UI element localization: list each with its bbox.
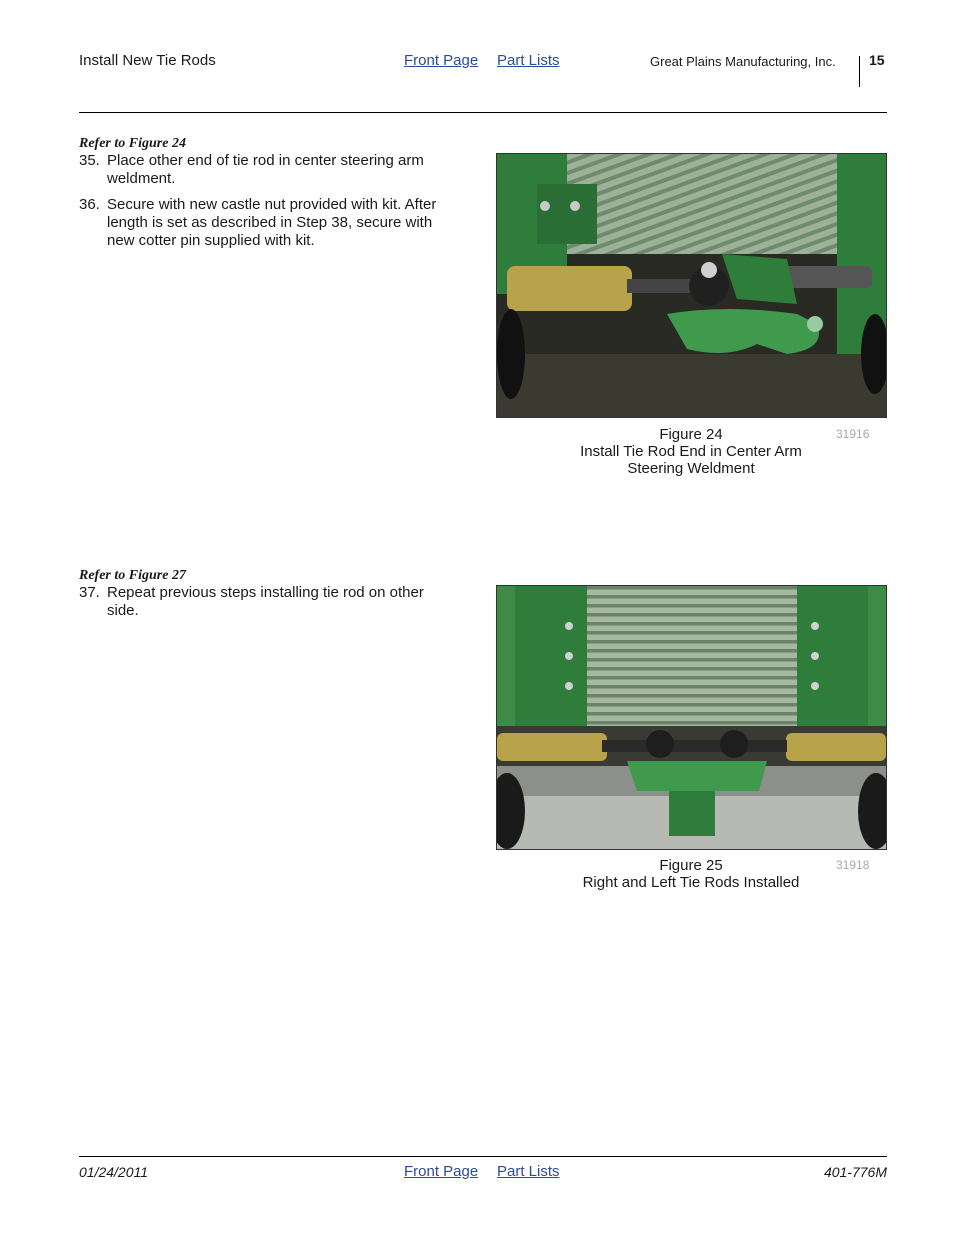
figure-24-photo [496, 153, 887, 418]
front-page-link[interactable]: Front Page [404, 52, 479, 69]
page-number: 15 [869, 52, 885, 68]
step-37 [79, 584, 454, 619]
footer-rule [79, 1156, 887, 1157]
figure-25-caption [496, 857, 886, 891]
image-number: 31918 [836, 858, 870, 872]
step-text: Place other end of tie rod in center steering arm weldment. [107, 152, 424, 187]
figure-25-photo [496, 585, 887, 850]
step-text: Secure with new castle nut provided with kit. After length is set as described in Step 38, secure with new cotter pin supplied with kit. [107, 196, 437, 249]
image-number: 31916 [836, 427, 870, 441]
section-title: Install New Tie Rods [79, 52, 216, 69]
part-lists-link[interactable]: Part Lists [497, 52, 560, 69]
footer-date: 01/24/2011 [79, 1164, 149, 1180]
refer-to-figure-24: Refer to Figure 24 [79, 136, 186, 151]
doc-number: 401-776M [823, 1164, 887, 1180]
step-35 [79, 152, 454, 192]
figure-label: Figure 24 [659, 426, 723, 443]
step-number: 35. [79, 152, 100, 169]
refer-to-figure-27: Refer to Figure 27 [79, 568, 186, 583]
caption-line: Steering Weldment [627, 460, 755, 477]
front-page-link[interactable]: Front Page [404, 1163, 479, 1180]
step-text: Repeat previous steps installing tie rod on other side. [107, 584, 424, 619]
step-number: 36. [79, 196, 100, 213]
figure-24-caption [496, 426, 886, 477]
step-36 [79, 196, 454, 256]
header-divider [859, 56, 860, 87]
figure-label: Figure 25 [659, 857, 723, 874]
step-number: 37. [79, 584, 100, 601]
caption-line: Install Tie Rod End in Center Arm [580, 443, 802, 460]
part-lists-link[interactable]: Part Lists [497, 1163, 560, 1180]
company-name: Great Plains Manufacturing, Inc. [650, 54, 836, 69]
header-rule [79, 112, 887, 113]
caption-line: Right and Left Tie Rods Installed [582, 874, 800, 891]
